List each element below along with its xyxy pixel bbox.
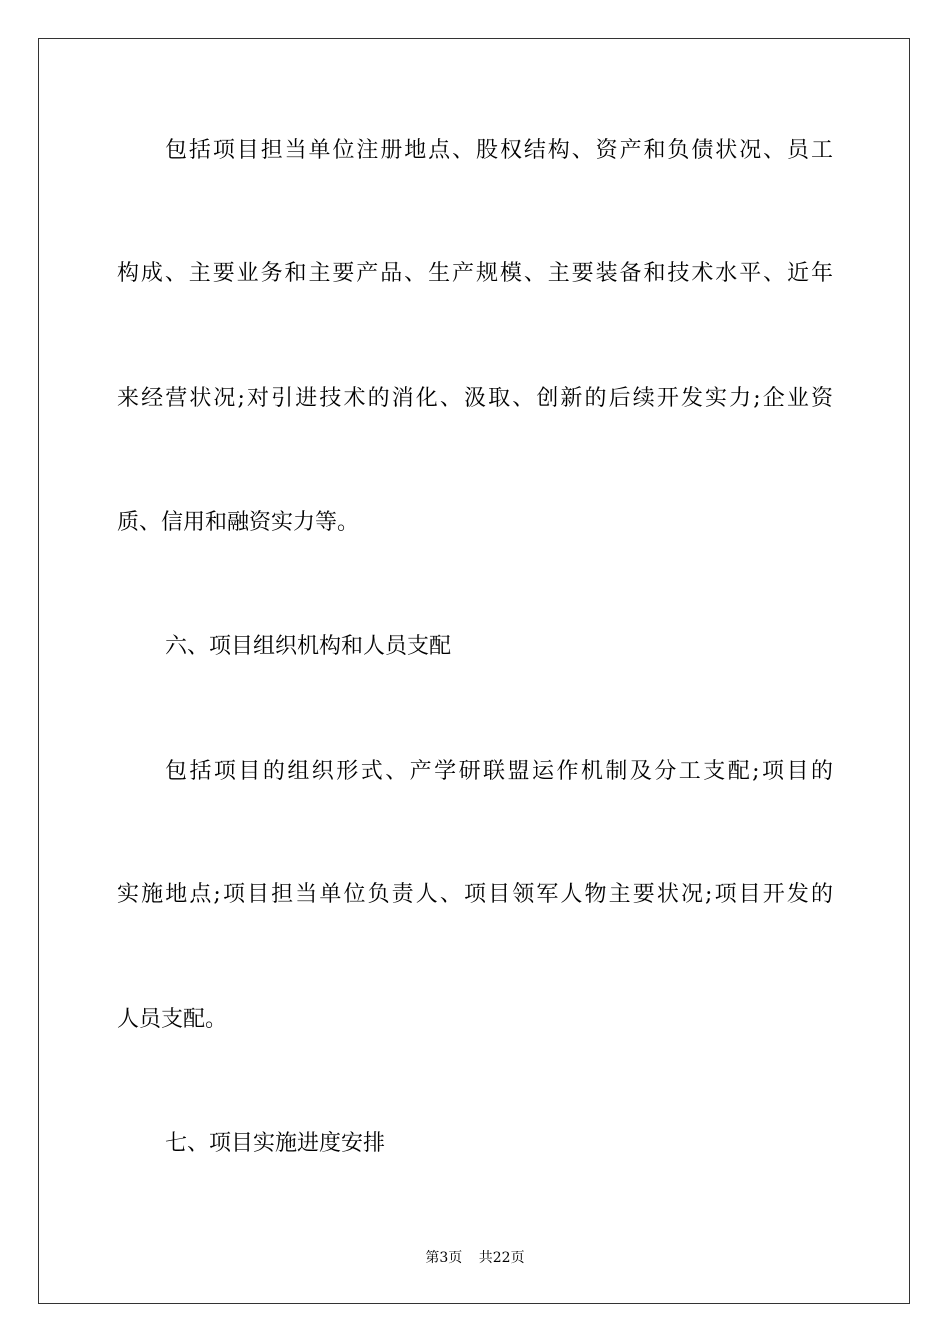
section-heading: 六、项目组织机构和人员支配: [165, 634, 452, 659]
page-total: 共22页: [478, 1250, 525, 1266]
paragraph-line: 来经营状况;对引进技术的消化、汲取、创新的后续开发实力;企业资: [117, 386, 833, 411]
page-border: [38, 38, 910, 1304]
section-heading: 七、项目实施进度安排: [165, 1131, 386, 1156]
paragraph-line: 包括项目担当单位注册地点、股权结构、资产和负债状况、员工: [165, 138, 833, 163]
paragraph-line: 包括项目的组织形式、产学研联盟运作机制及分工支配;项目的: [165, 759, 833, 784]
page-footer: [0, 1248, 950, 1268]
page-number: 第3页: [425, 1250, 463, 1266]
paragraph-line: 实施地点;项目担当单位负责人、项目领军人物主要状况;项目开发的: [117, 882, 833, 907]
paragraph-line: 人员支配。: [117, 1007, 228, 1032]
paragraph-line: 构成、主要业务和主要产品、生产规模、主要装备和技术水平、近年: [117, 261, 833, 286]
paragraph-line: 质、信用和融资实力等。: [117, 510, 360, 535]
